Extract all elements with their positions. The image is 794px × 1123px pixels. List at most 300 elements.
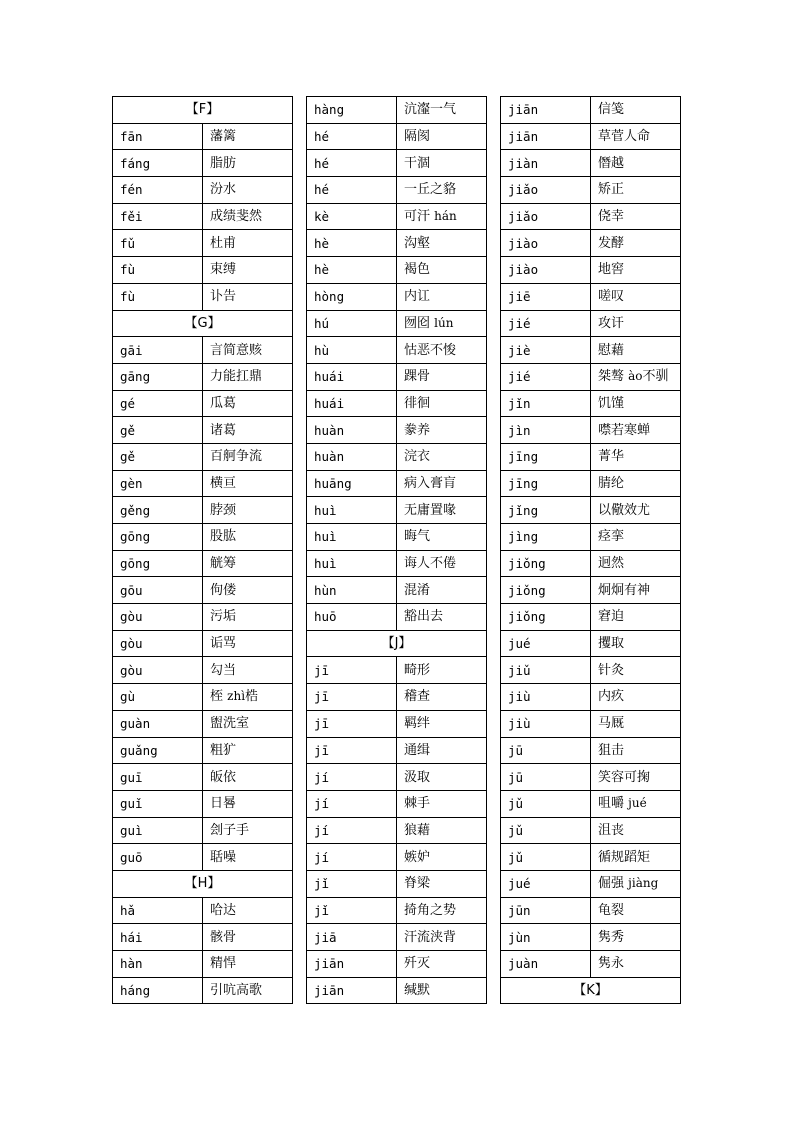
word-text: 羁绊	[404, 716, 431, 732]
word-text: 踝骨	[404, 369, 431, 385]
word-cell	[397, 310, 487, 337]
vocab-row	[113, 977, 293, 1004]
pinyin-cell: gé	[113, 390, 203, 417]
pinyin-cell: jī	[307, 684, 397, 711]
pronunciation-note: ào	[628, 369, 643, 384]
word-text: 晦气	[404, 529, 431, 545]
word-text: 囫囵	[404, 315, 431, 331]
word-text: 畸形	[404, 662, 431, 678]
vocab-row	[307, 870, 487, 897]
word-cell	[397, 97, 487, 124]
word-text: 瓜葛	[210, 395, 237, 411]
word-cell	[397, 977, 487, 1004]
vocab-row	[113, 390, 293, 417]
word-cell	[203, 283, 293, 310]
word-cell	[397, 897, 487, 924]
pinyin-cell: juàn	[501, 951, 591, 978]
word-cell	[397, 737, 487, 764]
vocab-row	[113, 177, 293, 204]
word-text: 粗犷	[210, 742, 237, 758]
word-cell	[203, 764, 293, 791]
pinyin-cell: jí	[307, 844, 397, 871]
section-letter-heading: 【J】	[307, 630, 487, 657]
vocab-row	[307, 363, 487, 390]
pinyin-cell: gāng	[113, 363, 203, 390]
word-cell	[397, 257, 487, 284]
vocab-row	[307, 604, 487, 631]
vocab-row	[113, 951, 293, 978]
word-text: 觥筹	[210, 556, 237, 572]
word-text: 横亘	[210, 475, 237, 491]
word-cell	[203, 924, 293, 951]
pinyin-cell: gěng	[113, 497, 203, 524]
word-text: 脊梁	[404, 876, 431, 892]
word-cell	[203, 710, 293, 737]
word-text: 盥洗室	[210, 716, 250, 732]
word-text: 狼藉	[404, 822, 431, 838]
vocab-row	[307, 390, 487, 417]
word-text: 咀嚼	[598, 796, 625, 812]
vocab-column-1	[112, 96, 293, 1004]
vocab-row	[501, 924, 681, 951]
section-letter-heading: 【H】	[113, 870, 293, 897]
vocab-row	[501, 790, 681, 817]
pinyin-cell: gāi	[113, 337, 203, 364]
word-text: 信笺	[598, 102, 625, 118]
word-text: 内疚	[598, 689, 625, 705]
word-text-continued: 梏	[245, 689, 259, 705]
word-text: 龟裂	[598, 902, 625, 918]
pronunciation-note: hán	[434, 209, 457, 224]
word-text: 可汗	[404, 209, 431, 225]
word-text: 歼灭	[404, 956, 431, 972]
word-text: 哈达	[210, 902, 237, 918]
vocab-row	[501, 710, 681, 737]
word-cell	[591, 363, 681, 390]
word-cell	[397, 790, 487, 817]
vocab-row	[501, 203, 681, 230]
word-text: 掎角之势	[404, 902, 457, 918]
vocab-row	[113, 470, 293, 497]
pinyin-cell: fáng	[113, 150, 203, 177]
pinyin-cell: jiā	[307, 924, 397, 951]
word-cell	[203, 577, 293, 604]
vocab-row	[113, 577, 293, 604]
pinyin-cell: hùn	[307, 577, 397, 604]
word-cell	[203, 497, 293, 524]
vocab-row	[113, 443, 293, 470]
vocab-row	[307, 497, 487, 524]
vocab-row	[113, 764, 293, 791]
word-cell	[397, 951, 487, 978]
word-text: 草菅人命	[598, 129, 651, 145]
pinyin-cell: guǎng	[113, 737, 203, 764]
word-text: 攫取	[598, 636, 625, 652]
word-cell	[591, 97, 681, 124]
vocab-table-1	[112, 96, 293, 1004]
word-cell	[203, 790, 293, 817]
pinyin-cell: jī	[307, 737, 397, 764]
word-cell	[203, 684, 293, 711]
pronunciation-note: lún	[434, 315, 454, 330]
word-text: 菁华	[598, 449, 625, 465]
vocab-row	[113, 790, 293, 817]
vocab-row	[113, 417, 293, 444]
pinyin-cell: jué	[501, 630, 591, 657]
pinyin-cell: gù	[113, 684, 203, 711]
word-cell	[591, 737, 681, 764]
pinyin-cell: huì	[307, 497, 397, 524]
word-cell	[397, 577, 487, 604]
vocab-row	[501, 310, 681, 337]
vocab-row	[307, 817, 487, 844]
word-cell	[397, 230, 487, 257]
word-cell	[591, 337, 681, 364]
word-text-continued: 不驯	[642, 369, 669, 385]
word-cell	[591, 550, 681, 577]
section-header-row	[113, 97, 293, 124]
pronunciation-note: jiàng	[628, 876, 659, 891]
vocab-row	[113, 604, 293, 631]
pinyin-cell: hé	[307, 123, 397, 150]
word-text: 沆瀣一气	[404, 102, 457, 118]
pinyin-cell: guō	[113, 844, 203, 871]
vocab-row	[307, 710, 487, 737]
vocab-row	[307, 577, 487, 604]
pinyin-cell: jí	[307, 790, 397, 817]
word-text: 精悍	[210, 956, 237, 972]
pinyin-cell: jǔ	[501, 844, 591, 871]
word-text: 成绩斐然	[210, 209, 263, 225]
word-cell	[591, 844, 681, 871]
pinyin-cell: huì	[307, 550, 397, 577]
vocab-row	[307, 470, 487, 497]
word-text: 笑容可掬	[598, 769, 651, 785]
word-cell	[203, 550, 293, 577]
word-cell	[203, 951, 293, 978]
vocab-row	[113, 203, 293, 230]
word-cell	[591, 203, 681, 230]
vocab-row	[307, 764, 487, 791]
pinyin-cell: fěi	[113, 203, 203, 230]
vocab-row	[307, 524, 487, 551]
pinyin-cell: gōng	[113, 524, 203, 551]
vocab-row	[307, 283, 487, 310]
pinyin-cell: jùn	[501, 924, 591, 951]
pinyin-cell: jiǔ	[501, 657, 591, 684]
section-letter-heading: 【F】	[113, 97, 293, 124]
word-cell	[203, 337, 293, 364]
word-text: 矫正	[598, 182, 625, 198]
word-cell	[591, 390, 681, 417]
word-text: 日晷	[210, 796, 237, 812]
vocab-row	[113, 123, 293, 150]
pinyin-cell: jìng	[501, 524, 591, 551]
pinyin-cell: jiù	[501, 710, 591, 737]
word-cell	[591, 657, 681, 684]
pinyin-cell: kè	[307, 203, 397, 230]
vocab-row	[307, 924, 487, 951]
word-text: 干涸	[404, 155, 431, 171]
vocab-row	[307, 337, 487, 364]
pinyin-cell: jué	[501, 870, 591, 897]
pinyin-cell: guǐ	[113, 790, 203, 817]
pinyin-cell: hòng	[307, 283, 397, 310]
section-letter-heading: 【G】	[113, 310, 293, 337]
vocab-row	[113, 924, 293, 951]
vocab-row	[501, 177, 681, 204]
pinyin-cell: gèn	[113, 470, 203, 497]
vocab-row	[501, 123, 681, 150]
word-text: 病入膏肓	[404, 475, 457, 491]
pinyin-cell: guàn	[113, 710, 203, 737]
word-text: 佝偻	[210, 582, 237, 598]
word-text: 侥幸	[598, 209, 625, 225]
vocab-row	[307, 977, 487, 1004]
pinyin-cell: jiào	[501, 257, 591, 284]
pinyin-cell: jī	[307, 710, 397, 737]
word-text: 痉挛	[598, 529, 625, 545]
pinyin-cell: fén	[113, 177, 203, 204]
pinyin-cell: gòu	[113, 657, 203, 684]
word-cell	[591, 257, 681, 284]
word-text: 沟壑	[404, 235, 431, 251]
vocab-row	[501, 497, 681, 524]
word-text: 噤若寒蝉	[598, 422, 651, 438]
vocab-row	[501, 283, 681, 310]
pinyin-cell: huàn	[307, 417, 397, 444]
word-cell	[591, 524, 681, 551]
pinyin-cell: gōng	[113, 550, 203, 577]
pinyin-cell: hè	[307, 230, 397, 257]
word-cell	[397, 604, 487, 631]
pinyin-cell: jiān	[501, 97, 591, 124]
word-text: 无庸置喙	[404, 502, 457, 518]
vocab-row	[501, 870, 681, 897]
vocab-row	[307, 257, 487, 284]
pinyin-cell: huái	[307, 390, 397, 417]
word-text: 徘徊	[404, 395, 431, 411]
pinyin-cell: hé	[307, 177, 397, 204]
word-text: 言简意赅	[210, 342, 263, 358]
word-text: 力能扛鼎	[210, 369, 263, 385]
word-cell	[397, 390, 487, 417]
section-header-row	[307, 630, 487, 657]
vocab-row	[307, 203, 487, 230]
vocab-row	[501, 657, 681, 684]
word-cell	[591, 417, 681, 444]
word-text: 僭越	[598, 155, 625, 171]
vocab-row	[307, 150, 487, 177]
word-cell	[203, 470, 293, 497]
pinyin-cell: jū	[501, 737, 591, 764]
word-text: 脂肪	[210, 155, 237, 171]
word-cell	[203, 737, 293, 764]
word-cell	[397, 417, 487, 444]
word-cell	[203, 150, 293, 177]
word-text: 讣告	[210, 289, 237, 305]
word-text: 藩篱	[210, 129, 237, 145]
pinyin-cell: jí	[307, 817, 397, 844]
pronunciation-note: jué	[628, 796, 647, 811]
word-cell	[591, 897, 681, 924]
word-cell	[203, 524, 293, 551]
word-cell	[397, 203, 487, 230]
word-text: 豢养	[404, 422, 431, 438]
pinyin-cell: jiān	[307, 977, 397, 1004]
vocab-row	[113, 230, 293, 257]
word-cell	[203, 844, 293, 871]
word-text: 棘手	[404, 796, 431, 812]
word-text: 沮丧	[598, 822, 625, 838]
vocab-row	[113, 257, 293, 284]
vocab-row	[307, 844, 487, 871]
pinyin-cell: hǎ	[113, 897, 203, 924]
pinyin-cell: jié	[501, 310, 591, 337]
pinyin-cell: huāng	[307, 470, 397, 497]
vocab-row	[307, 657, 487, 684]
word-text: 饥馑	[598, 395, 625, 411]
word-text: 炯炯有神	[598, 582, 651, 598]
pinyin-cell: hàn	[113, 951, 203, 978]
word-text: 隔阂	[404, 129, 431, 145]
vocab-row	[307, 230, 487, 257]
word-text: 桀骜	[598, 369, 625, 385]
pinyin-cell: huō	[307, 604, 397, 631]
word-cell	[203, 897, 293, 924]
vocab-row	[113, 524, 293, 551]
pinyin-cell: jiàn	[501, 150, 591, 177]
word-text: 攻讦	[598, 315, 625, 331]
vocab-row	[307, 897, 487, 924]
word-text: 内讧	[404, 289, 431, 305]
pinyin-cell: jiǎo	[501, 177, 591, 204]
word-text: 诟骂	[210, 636, 237, 652]
word-cell	[591, 764, 681, 791]
word-text: 脖颈	[210, 502, 237, 518]
pinyin-cell: jiān	[307, 951, 397, 978]
vocab-row	[113, 497, 293, 524]
pinyin-cell: jǐng	[501, 497, 591, 524]
word-cell	[397, 684, 487, 711]
word-text: 针灸	[598, 662, 625, 678]
word-cell	[203, 203, 293, 230]
word-cell	[397, 363, 487, 390]
pinyin-cell: jū	[501, 764, 591, 791]
word-cell	[203, 657, 293, 684]
word-cell	[397, 764, 487, 791]
pinyin-cell: jiè	[501, 337, 591, 364]
word-cell	[591, 123, 681, 150]
pinyin-cell: gě	[113, 417, 203, 444]
vocab-row	[501, 604, 681, 631]
vocab-row	[501, 630, 681, 657]
vocab-row	[501, 443, 681, 470]
vocab-row	[501, 524, 681, 551]
word-cell	[397, 657, 487, 684]
word-cell	[397, 817, 487, 844]
word-cell	[591, 817, 681, 844]
vocab-row	[501, 257, 681, 284]
word-cell	[203, 817, 293, 844]
pinyin-cell: fù	[113, 257, 203, 284]
word-text: 聒噪	[210, 849, 237, 865]
word-text: 一丘之貉	[404, 182, 457, 198]
vocab-row	[113, 710, 293, 737]
pinyin-cell: jiān	[501, 123, 591, 150]
word-text: 汲取	[404, 769, 431, 785]
word-cell	[397, 150, 487, 177]
vocab-row	[307, 417, 487, 444]
vocab-row	[501, 577, 681, 604]
vocab-row	[501, 897, 681, 924]
vocab-row	[113, 363, 293, 390]
word-cell	[591, 150, 681, 177]
word-text: 窘迫	[598, 609, 625, 625]
word-cell	[591, 577, 681, 604]
pinyin-cell: jié	[501, 363, 591, 390]
word-cell	[203, 257, 293, 284]
pinyin-cell: jiǒng	[501, 577, 591, 604]
word-cell	[203, 443, 293, 470]
vocab-row	[501, 817, 681, 844]
pinyin-cell: jǐ	[307, 897, 397, 924]
word-cell	[203, 417, 293, 444]
word-cell	[591, 684, 681, 711]
vocab-row	[113, 817, 293, 844]
pinyin-cell: hè	[307, 257, 397, 284]
word-text: 嫉妒	[404, 849, 431, 865]
vocab-column-3	[500, 96, 681, 1004]
pinyin-cell: jiào	[501, 230, 591, 257]
word-cell	[397, 924, 487, 951]
pinyin-cell: jǐ	[307, 870, 397, 897]
word-cell	[397, 337, 487, 364]
word-text: 汾水	[210, 182, 237, 198]
pinyin-cell: jǐn	[501, 390, 591, 417]
word-cell	[591, 630, 681, 657]
word-cell	[591, 177, 681, 204]
word-text: 腈纶	[598, 475, 625, 491]
vocab-table-3	[500, 96, 681, 1004]
vocab-row	[307, 684, 487, 711]
word-cell	[203, 177, 293, 204]
section-letter-heading: 【K】	[501, 977, 681, 1004]
word-cell	[397, 177, 487, 204]
vocab-row	[113, 684, 293, 711]
pinyin-cell: guì	[113, 817, 203, 844]
pinyin-cell: jīng	[501, 443, 591, 470]
vocab-row	[113, 283, 293, 310]
word-text: 污垢	[210, 609, 237, 625]
pronunciation-note: zhì	[227, 689, 246, 704]
word-cell	[591, 924, 681, 951]
vocab-row	[501, 951, 681, 978]
word-text: 循规蹈矩	[598, 849, 651, 865]
word-text: 慰藉	[598, 342, 625, 358]
word-cell	[203, 630, 293, 657]
pinyin-cell: huái	[307, 363, 397, 390]
word-text: 股肱	[210, 529, 237, 545]
word-cell	[591, 710, 681, 737]
vocab-row	[307, 177, 487, 204]
pinyin-cell: jiǒng	[501, 604, 591, 631]
pinyin-cell: huàn	[307, 443, 397, 470]
word-cell	[591, 497, 681, 524]
word-text: 汗流浃背	[404, 929, 457, 945]
word-text: 发酵	[598, 235, 625, 251]
vocab-row	[113, 550, 293, 577]
